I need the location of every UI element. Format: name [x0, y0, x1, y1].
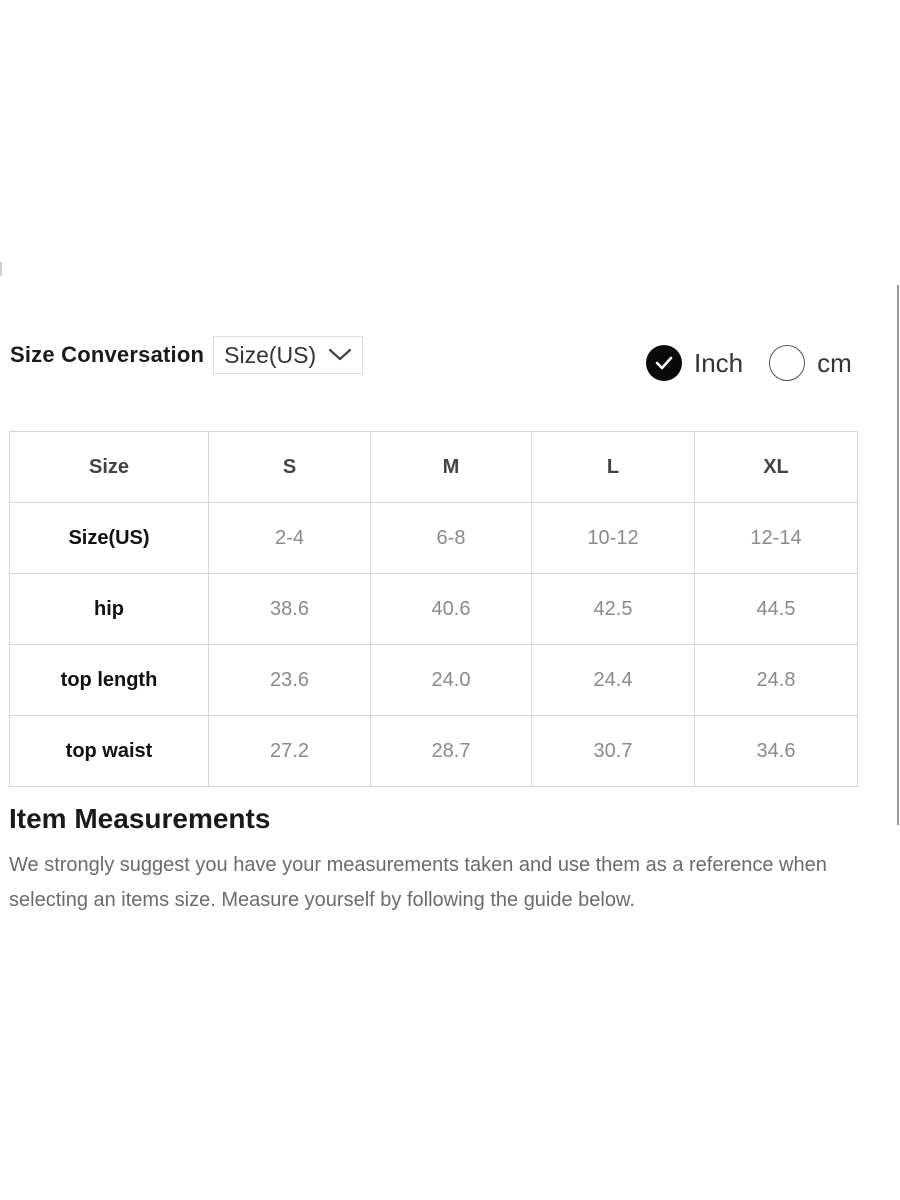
size-conversation-selected-value: Size(US) [224, 341, 317, 368]
unit-option-cm[interactable] [769, 345, 852, 381]
table-cell: 40.6 [371, 574, 532, 645]
radio-unchecked[interactable] [769, 345, 805, 381]
item-measurements-title: Item Measurements [9, 803, 271, 834]
table-row [10, 574, 858, 645]
check-icon [654, 355, 674, 371]
table-header-cell: S [209, 432, 371, 503]
table-cell: 28.7 [371, 716, 532, 787]
table-cell: 24.8 [695, 645, 858, 716]
table-cell: 34.6 [695, 716, 858, 787]
size-conversation-select[interactable] [213, 336, 363, 374]
unit-label-inch: Inch [694, 347, 744, 378]
table-cell: 10-12 [532, 503, 695, 574]
table-header-row [10, 432, 858, 503]
radio-checked[interactable] [646, 345, 682, 381]
row-label: hip [10, 574, 209, 645]
table-cell: 42.5 [532, 574, 695, 645]
table-cell: 23.6 [209, 645, 371, 716]
unit-radio-group [646, 342, 852, 384]
table-cell: 44.5 [695, 574, 858, 645]
row-label: top length [10, 645, 209, 716]
row-label: Size(US) [10, 503, 209, 574]
table-header-cell: XL [695, 432, 858, 503]
size-conversation-label: Size Conversation [10, 342, 205, 367]
table-header-cell: L [532, 432, 695, 503]
page-edge-mark [0, 262, 2, 276]
table-cell: 24.0 [371, 645, 532, 716]
item-measurements-description: We strongly suggest you have your measurements taken and use them as a reference when selecting an items size. Measure yourself by following the guide below. [9, 854, 827, 911]
size-chart-table [9, 431, 858, 787]
table-cell: 24.4 [532, 645, 695, 716]
table-row [10, 503, 858, 574]
table-cell: 38.6 [209, 574, 371, 645]
table-header-cell: Size [10, 432, 209, 503]
table-cell: 12-14 [695, 503, 858, 574]
table-header-cell: M [371, 432, 532, 503]
table-cell: 30.7 [532, 716, 695, 787]
table-row [10, 716, 858, 787]
table-cell: 2-4 [209, 503, 371, 574]
table-cell: 6-8 [371, 503, 532, 574]
unit-label-cm: cm [817, 347, 852, 378]
unit-option-inch[interactable] [646, 345, 743, 381]
size-conversation-row [10, 336, 363, 374]
table-row [10, 645, 858, 716]
table-cell: 27.2 [209, 716, 371, 787]
scroll-edge-line [897, 285, 899, 825]
chevron-down-icon [328, 348, 352, 362]
row-label: top waist [10, 716, 209, 787]
